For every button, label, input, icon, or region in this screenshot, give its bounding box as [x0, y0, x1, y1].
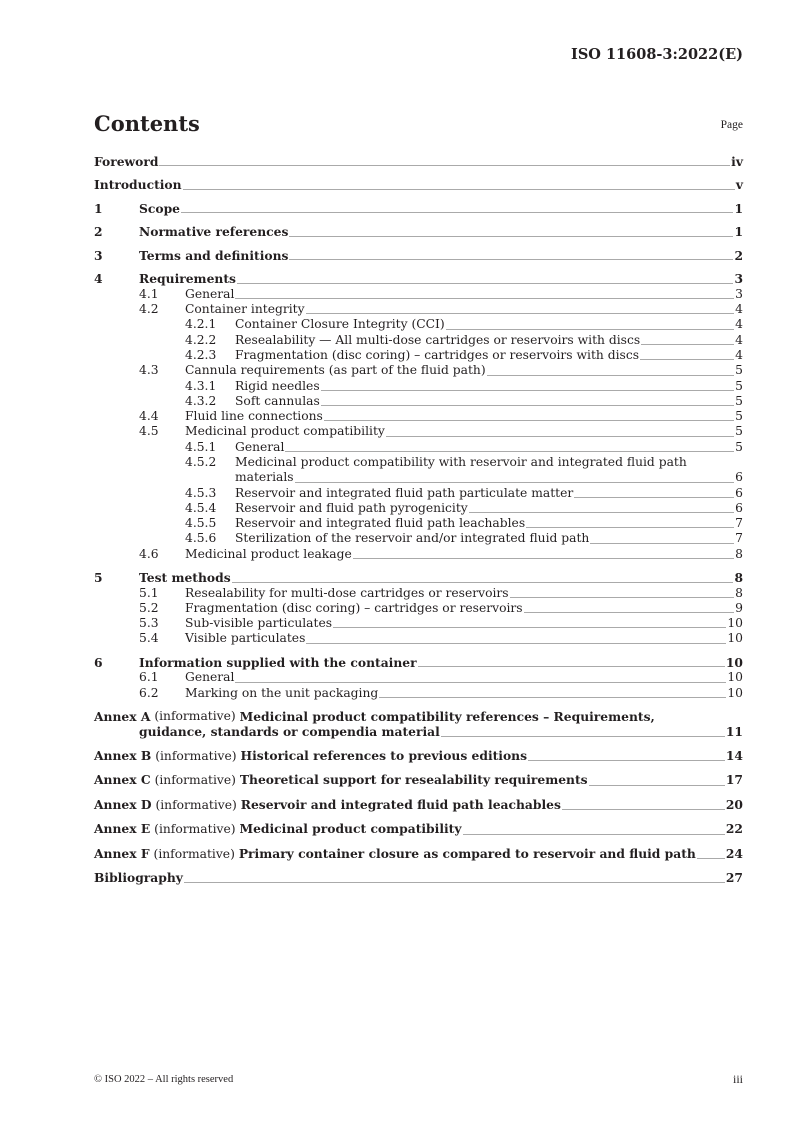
toc-entry-5-1[interactable] [94, 586, 743, 601]
toc-number: 4.3.2 [185, 393, 217, 408]
dot-leader [306, 313, 735, 314]
toc-number: 4.2 [139, 302, 159, 317]
toc-page: 10 [727, 685, 743, 700]
toc-title-continued: guidance, standards or compendia material [139, 724, 440, 740]
toc-title: Foreword [94, 154, 159, 169]
toc-page: 5 [735, 409, 743, 424]
annex-label: Annex D [94, 796, 152, 812]
toc-title: Reservoir and integrated fluid path leachables [240, 796, 561, 812]
toc-entry-annex-c[interactable] [94, 772, 743, 788]
toc-page: 3 [734, 271, 743, 287]
toc-number: 4.5.3 [185, 485, 217, 500]
toc-entry-4-4[interactable] [94, 409, 743, 424]
dot-leader [184, 882, 725, 883]
annex-type: (informative) [155, 748, 237, 763]
toc-title: General [185, 670, 235, 685]
toc-title: Medicinal product leakage [185, 546, 352, 561]
toc-page: 6 [735, 485, 743, 500]
toc-entry-4-2[interactable] [94, 302, 743, 317]
dot-leader [353, 558, 734, 559]
toc-title: Reservoir and integrated fluid path leachables [235, 516, 526, 531]
toc-page: 8 [735, 585, 743, 600]
toc-title: Resealability for multi-dose cartridges or reservoirs [185, 585, 509, 600]
dot-leader [232, 582, 734, 583]
toc-page: 20 [725, 796, 743, 812]
toc-entry-annex-a[interactable] [94, 709, 743, 740]
toc-title: Cannula requirements (as part of the fluid path) [185, 363, 486, 378]
toc-entry-scope[interactable] [94, 201, 743, 216]
annex-type: (informative) [154, 773, 236, 788]
toc-entry-4-5-6[interactable] [94, 531, 743, 546]
toc-number: 4 [94, 271, 103, 287]
toc-number: 3 [94, 247, 103, 263]
dot-leader [441, 736, 725, 737]
toc-number: 5.2 [139, 600, 159, 615]
dot-leader [306, 643, 726, 644]
toc-title: Primary container closure as compared to reservoir and fluid path [238, 845, 696, 861]
toc-title: Test methods [139, 570, 231, 586]
toc-number: 5 [94, 570, 103, 586]
toc-page: 14 [725, 747, 743, 763]
toc-title: Medicinal product compatibility with reservoir and integrated fluid path [235, 454, 687, 469]
toc-entry-requirements[interactable] [94, 271, 743, 286]
toc-page: 1 [734, 224, 743, 240]
toc-title: Terms and definitions [139, 247, 289, 263]
toc-page: v [735, 177, 743, 193]
toc-page: 9 [735, 600, 743, 615]
annex-label: Annex E [94, 821, 151, 837]
toc-number: 1 [94, 200, 103, 216]
toc-entry-bibliography[interactable] [94, 870, 743, 885]
dot-leader [589, 785, 725, 786]
toc-entry-4-5[interactable] [94, 424, 743, 439]
toc-title: Sterilization of the reservoir and/or integrated fluid path [235, 531, 590, 546]
dot-leader [562, 809, 725, 810]
toc-entry-4-2-3[interactable] [94, 348, 743, 363]
dot-leader [183, 189, 735, 190]
toc-title-continued: materials [235, 470, 294, 485]
toc-title: Visible particulates [185, 631, 306, 646]
annex-type: (informative) [153, 846, 235, 861]
toc-title: Rigid needles [235, 378, 320, 393]
toc-number: 6 [94, 654, 103, 670]
dot-leader [487, 375, 735, 376]
toc-title: Reservoir and fluid path pyrogenicity [235, 500, 468, 515]
toc-page: 24 [725, 845, 743, 861]
toc-number: 5.3 [139, 616, 159, 631]
toc-title: Fluid line connections [185, 409, 323, 424]
toc-title: Reservoir and integrated fluid path particulate matter [235, 485, 574, 500]
toc-entry-4-5-5[interactable] [94, 516, 743, 531]
dot-leader [235, 298, 734, 299]
dot-leader [295, 482, 735, 483]
toc-title: Bibliography [94, 870, 183, 886]
toc-page: 8 [734, 570, 743, 586]
toc-entry-4-3-2[interactable] [94, 394, 743, 409]
dot-leader [446, 329, 734, 330]
toc-page: 4 [735, 347, 743, 362]
dot-leader [285, 451, 734, 452]
toc-entry-annex-e[interactable] [94, 821, 743, 837]
toc-entry-terms-definitions[interactable] [94, 248, 743, 263]
toc-entry-4-1[interactable] [94, 287, 743, 302]
annex-type: (informative) [154, 709, 236, 723]
toc-number: 4.6 [139, 546, 159, 561]
toc-title: Theoretical support for resealability requirements [239, 772, 588, 788]
toc-page: 6 [735, 500, 743, 515]
toc-number: 4.5.5 [185, 516, 217, 531]
toc-page: 7 [735, 531, 743, 546]
toc-page: 4 [735, 332, 743, 347]
dot-leader [159, 165, 730, 166]
toc-title: Container Closure Integrity (CCI) [235, 317, 445, 332]
toc-page: 5 [735, 393, 743, 408]
dot-leader [469, 512, 734, 513]
page-column-label: Page [720, 119, 743, 131]
toc-page: 22 [725, 821, 743, 837]
toc-number: 4.4 [139, 409, 159, 424]
toc-entry-annex-b[interactable] [94, 748, 743, 764]
toc-title: Requirements [139, 271, 236, 287]
toc-number: 4.3 [139, 363, 159, 378]
toc-title: Container integrity [185, 302, 305, 317]
dot-leader [574, 497, 734, 498]
dot-leader [524, 612, 735, 613]
toc-entry-5-4[interactable] [94, 631, 743, 646]
toc-page: 2 [734, 247, 743, 263]
toc-title: General [185, 286, 235, 301]
toc-entry-4-2-2[interactable] [94, 333, 743, 348]
toc-page: 6 [735, 470, 743, 485]
toc-entry-normative-references[interactable] [94, 224, 743, 239]
toc-page: 5 [735, 378, 743, 393]
toc-number: 4.5.6 [185, 531, 217, 546]
dot-leader [333, 627, 726, 628]
annex-type: (informative) [155, 797, 237, 812]
toc-page: iv [731, 154, 743, 169]
toc-page: 3 [735, 286, 743, 301]
toc-entry-test-methods[interactable] [94, 570, 743, 585]
dot-leader [386, 436, 734, 437]
toc-page: 10 [727, 616, 743, 631]
toc-page: 10 [725, 654, 743, 670]
toc-title: Historical references to previous editions [240, 747, 528, 763]
toc-title: Medicinal product compatibility [185, 424, 385, 439]
toc-page: 8 [735, 546, 743, 561]
toc-number: 4.1 [139, 286, 159, 301]
toc-title: Soft cannulas [235, 393, 320, 408]
dot-leader [324, 420, 734, 421]
toc-entry-4-6[interactable] [94, 547, 743, 562]
toc-entry-information-supplied[interactable] [94, 655, 743, 670]
dot-leader [590, 543, 734, 544]
toc-page: 5 [735, 363, 743, 378]
toc-title: Fragmentation (disc coring) – cartridges or reservoirs [185, 600, 523, 615]
toc-entry-4-5-4[interactable] [94, 501, 743, 516]
toc-entry-4-5-1[interactable] [94, 440, 743, 455]
footer-copyright: © ISO 2022 – All rights reserved [94, 1074, 234, 1085]
toc-page: 1 [734, 200, 743, 216]
toc-number: 6.2 [139, 685, 159, 700]
toc-title: Introduction [94, 177, 182, 193]
annex-type: (informative) [154, 822, 236, 837]
annex-label: Annex A [94, 709, 151, 724]
toc-number: 6.1 [139, 670, 159, 685]
footer-page-number: iii [732, 1072, 743, 1086]
toc-entry-annex-f[interactable] [94, 846, 743, 862]
dot-leader [641, 344, 734, 345]
toc-number: 4.3.1 [185, 378, 217, 393]
toc-entry-4-5-2[interactable] [94, 455, 743, 486]
dot-leader [640, 359, 734, 360]
toc-number: 4.2.3 [185, 347, 217, 362]
dot-leader [379, 697, 726, 698]
dot-leader [510, 597, 735, 598]
dot-leader [289, 259, 733, 260]
toc-page: 27 [725, 870, 743, 886]
dot-leader [235, 682, 726, 683]
toc-title: Medicinal product compatibility [239, 821, 462, 837]
toc-number: 4.5.2 [185, 454, 217, 469]
toc-number: 4.5.4 [185, 500, 217, 515]
toc-page: 5 [735, 439, 743, 454]
toc-number: 5.1 [139, 585, 159, 600]
toc-entry-introduction[interactable] [94, 177, 743, 192]
toc-page: 7 [735, 516, 743, 531]
toc-entry-4-5-3[interactable] [94, 486, 743, 501]
dot-leader [237, 283, 734, 284]
toc-number: 4.2.1 [185, 317, 217, 332]
toc-number: 4.5.1 [185, 439, 217, 454]
dot-leader [528, 760, 725, 761]
toc-number: 4.2.2 [185, 332, 217, 347]
toc-page: 11 [725, 724, 743, 740]
toc-number: 5.4 [139, 631, 159, 646]
toc-title: Resealability — All multi-dose cartridges or reservoirs with discs [235, 332, 641, 347]
toc-title: Normative references [139, 224, 289, 240]
annex-label: Annex F [94, 845, 150, 861]
toc-page: 10 [727, 631, 743, 646]
toc-page: 5 [735, 424, 743, 439]
toc-title: General [235, 439, 285, 454]
toc-title: Medicinal product compatibility references – Requirements, [239, 709, 655, 724]
toc-entry-5-3[interactable] [94, 616, 743, 631]
toc-title: Information supplied with the container [139, 654, 417, 670]
toc-title: Fragmentation (disc coring) – cartridges or reservoirs with discs [235, 347, 640, 362]
dot-leader [321, 390, 735, 391]
toc-number: 2 [94, 224, 103, 240]
dot-leader [526, 527, 734, 528]
toc-entry-4-2-1[interactable] [94, 317, 743, 332]
page-title: Contents [94, 111, 200, 136]
toc-entry-6-1[interactable] [94, 670, 743, 685]
dot-leader [697, 858, 725, 859]
toc-page: 17 [725, 772, 743, 788]
toc-page: 4 [735, 317, 743, 332]
table-of-contents [94, 154, 743, 886]
document-id: ISO 11608-3:2022(E) [571, 46, 743, 63]
toc-entry-5-2[interactable] [94, 601, 743, 616]
toc-number: 4.5 [139, 424, 159, 439]
annex-label: Annex C [94, 772, 151, 788]
toc-page: 4 [735, 302, 743, 317]
toc-entry-annex-d[interactable] [94, 797, 743, 813]
toc-entry-6-2[interactable] [94, 686, 743, 701]
toc-title: Sub-visible particulates [185, 616, 333, 631]
dot-leader [463, 834, 725, 835]
dot-leader [418, 666, 725, 667]
toc-entry-4-3[interactable] [94, 363, 743, 378]
dot-leader [289, 236, 733, 237]
toc-title: Scope [139, 200, 180, 216]
toc-entry-foreword[interactable] [94, 154, 743, 169]
toc-page: 10 [727, 670, 743, 685]
annex-label: Annex B [94, 747, 152, 763]
dot-leader [321, 405, 734, 406]
toc-title: Marking on the unit packaging [185, 685, 379, 700]
dot-leader [181, 212, 733, 213]
toc-entry-4-3-1[interactable] [94, 379, 743, 394]
